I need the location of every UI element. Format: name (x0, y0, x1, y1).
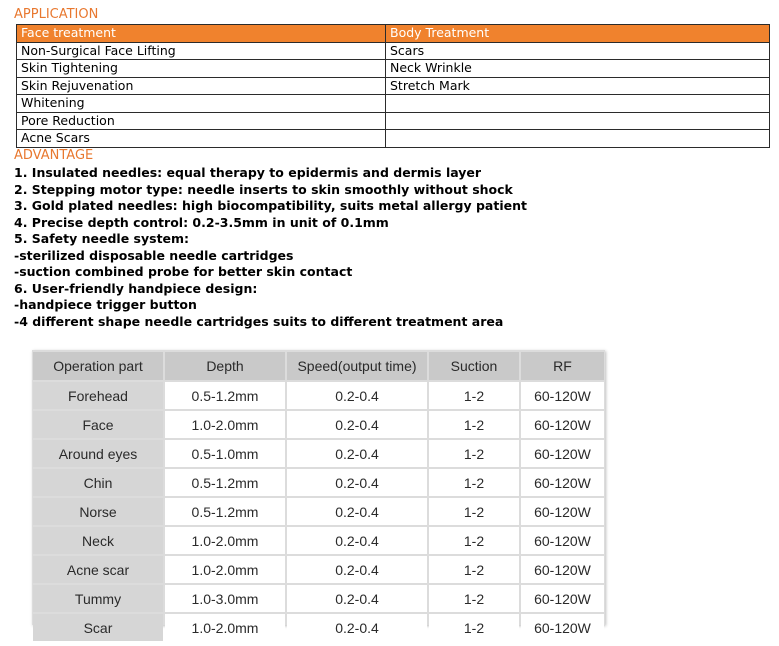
operation-table (31, 350, 606, 643)
application-row (17, 42, 770, 60)
operation-part-cell: Scar (33, 614, 163, 641)
suction-cell: 1-2 (429, 440, 519, 467)
suction-header: Suction (429, 352, 519, 380)
body-treatment-cell: Stretch Mark (386, 77, 770, 95)
suction-cell: 1-2 (429, 527, 519, 554)
advantage-list (14, 165, 527, 330)
depth-cell: 1.0-2.0mm (165, 411, 285, 438)
speed-cell: 0.2-0.4 (287, 585, 427, 612)
depth-cell: 0.5-1.2mm (165, 382, 285, 409)
advantage-item: 1. Insulated needles: equal therapy to epidermis and dermis layer (14, 165, 482, 180)
speed-cell: 0.2-0.4 (287, 411, 427, 438)
speed-header: Speed(output time) (287, 352, 427, 380)
advantage-item: 2. Stepping motor type: needle inserts to skin smoothly without shock (14, 181, 513, 197)
face-treatment-header: Face treatment (17, 25, 386, 43)
depth-cell: 0.5-1.0mm (165, 440, 285, 467)
advantage-item: 3. Gold plated needles: high biocompatibility, suits metal allergy patient (14, 198, 527, 213)
rf-cell: 60-120W (521, 527, 604, 554)
rf-cell: 60-120W (521, 556, 604, 583)
rf-cell: 60-120W (521, 585, 604, 612)
operation-row (33, 440, 604, 467)
operation-part-cell: Tummy (33, 585, 163, 612)
advantage-item: 4. Precise depth control: 0.2-3.5mm in unit of 0.1mm (14, 214, 389, 230)
face-treatment-cell: Acne Scars (17, 130, 386, 148)
operation-part-header: Operation part (33, 352, 163, 380)
depth-cell: 0.5-1.2mm (165, 469, 285, 496)
depth-cell: 1.0-2.0mm (165, 527, 285, 554)
application-heading: APPLICATION (14, 7, 99, 22)
application-row (17, 77, 770, 95)
face-treatment-cell: Skin Tightening (17, 60, 386, 78)
speed-cell: 0.2-0.4 (287, 527, 427, 554)
speed-cell: 0.2-0.4 (287, 382, 427, 409)
speed-cell: 0.2-0.4 (287, 556, 427, 583)
rf-cell: 60-120W (521, 469, 604, 496)
face-treatment-cell: Skin Rejuvenation (17, 77, 386, 95)
advantage-item: 5. Safety needle system: (14, 231, 190, 246)
advantage-item: 6. User-friendly handpiece design: (14, 280, 258, 296)
advantage-heading: ADVANTAGE (14, 148, 94, 163)
rf-header: RF (521, 352, 604, 380)
application-row (17, 130, 770, 148)
operation-part-cell: Neck (33, 527, 163, 554)
operation-row (33, 614, 604, 641)
face-treatment-cell: Whitening (17, 95, 386, 113)
operation-header-row (33, 352, 604, 380)
suction-cell: 1-2 (429, 498, 519, 525)
depth-cell: 1.0-2.0mm (165, 556, 285, 583)
rf-cell: 60-120W (521, 498, 604, 525)
body-treatment-cell (386, 112, 770, 130)
application-row (17, 60, 770, 78)
body-treatment-cell (386, 130, 770, 148)
operation-row (33, 382, 604, 409)
face-treatment-cell: Pore Reduction (17, 112, 386, 130)
body-treatment-header: Body Treatment (386, 25, 770, 43)
application-header-row (17, 25, 770, 43)
speed-cell: 0.2-0.4 (287, 440, 427, 467)
speed-cell: 0.2-0.4 (287, 614, 427, 641)
advantage-item: -suction combined probe for better skin contact (14, 264, 353, 279)
body-treatment-cell (386, 95, 770, 113)
operation-row (33, 556, 604, 583)
operation-row (33, 585, 604, 612)
rf-cell: 60-120W (521, 440, 604, 467)
rf-cell: 60-120W (521, 614, 604, 641)
suction-cell: 1-2 (429, 469, 519, 496)
operation-part-cell: Around eyes (33, 440, 163, 467)
application-row (17, 95, 770, 113)
application-row (17, 112, 770, 130)
operation-row (33, 469, 604, 496)
depth-cell: 1.0-2.0mm (165, 614, 285, 641)
operation-row (33, 527, 604, 554)
suction-cell: 1-2 (429, 411, 519, 438)
depth-header: Depth (165, 352, 285, 380)
rf-cell: 60-120W (521, 411, 604, 438)
operation-part-cell: Face (33, 411, 163, 438)
operation-row (33, 411, 604, 438)
speed-cell: 0.2-0.4 (287, 469, 427, 496)
application-table (16, 24, 770, 148)
operation-table-container (32, 350, 605, 636)
suction-cell: 1-2 (429, 585, 519, 612)
operation-part-cell: Acne scar (33, 556, 163, 583)
body-treatment-cell: Neck Wrinkle (386, 60, 770, 78)
depth-cell: 0.5-1.2mm (165, 498, 285, 525)
depth-cell: 1.0-3.0mm (165, 585, 285, 612)
suction-cell: 1-2 (429, 556, 519, 583)
suction-cell: 1-2 (429, 614, 519, 641)
body-treatment-cell: Scars (386, 42, 770, 60)
advantage-item: -handpiece trigger button (14, 297, 197, 312)
operation-row (33, 498, 604, 525)
advantage-item: -4 different shape needle cartridges suits to different treatment area (14, 313, 504, 329)
speed-cell: 0.2-0.4 (287, 498, 427, 525)
operation-part-cell: Norse (33, 498, 163, 525)
operation-part-cell: Chin (33, 469, 163, 496)
suction-cell: 1-2 (429, 382, 519, 409)
rf-cell: 60-120W (521, 382, 604, 409)
advantage-item: -sterilized disposable needle cartridges (14, 247, 294, 263)
operation-part-cell: Forehead (33, 382, 163, 409)
face-treatment-cell: Non-Surgical Face Lifting (17, 42, 386, 60)
